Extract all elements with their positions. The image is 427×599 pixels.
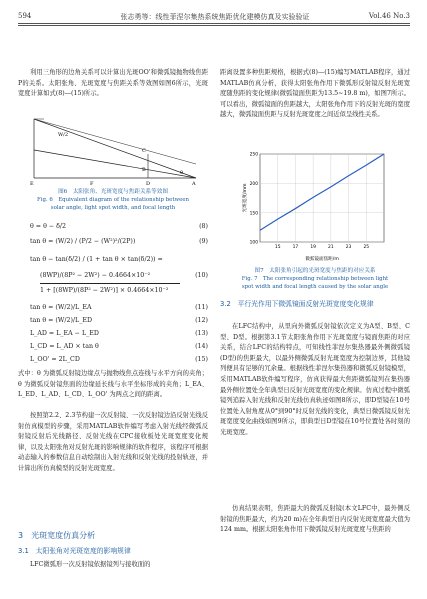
label-b: B (142, 167, 146, 173)
volume-info: Vol.46 No.3 (368, 12, 410, 20)
x-axis-ticks (275, 244, 369, 250)
right-paragraph-2: 在LFC结构中，从里向外微弧反射镜依次定义为A型、B型、C型、D型。根据第3.1节太阳张角作用下光斑宽度与镜面焦距的对应关系，结合LFC的结构特点，可知线性菲涅尔集热器最外侧微弧镜(D型)的焦距最大，以最外侧微弧反射光斑宽度为控制边界，其他镜列便具有足够的冗余量。根据线性菲涅尔集热器和微弧反射镜模型，采用MATLAB软件编写程序，仿真获得最大焦距微弧镜列在集热器最外侧位置处全年典型日反射光斑宽度的变化规律。仿真过程中微弧镜列追踪入射光线和反射光线仿真轨迹如图8所示，即D型镜在10号位置处入射角度从0°到90°时反射光线的变化，典型日微弧镜反射光斑宽度变化曲线如图9所示，即典型日D型镜在10号位置处各时刻的光斑宽度。 (220, 323, 410, 436)
fraction-bar (40, 283, 180, 284)
equation-11: tan θ = (W/2)/L_EA (11) (30, 304, 208, 311)
section-3-2-heading: 3.2 平行光作用下微弧镜面反射光斑宽度变化规律 (220, 300, 374, 308)
section-3-1-heading: 3.1 太阳张角对光斑宽度的影响规律 (18, 547, 131, 555)
figure-7-chart (240, 146, 390, 262)
label-f: F (90, 181, 94, 186)
plot-area (260, 154, 384, 242)
x-tick-label: 19 (310, 245, 316, 250)
equation-13: L_AD = L_EA − L_ED (13) (30, 330, 208, 337)
header-rule (18, 23, 410, 24)
right-paragraph-3: 仿真结果表明，焦距最大的微弧反射镜(本文LFC中，最外侧反射镜的焦距最大，约为20 m)在全年典型日内反射光斑宽度最大值为124 mm。根据太阳张角作用下微弧镜反射光斑宽度与焦距的 (220, 505, 410, 534)
x-tick-label: 25 (363, 245, 370, 250)
fig6-caption-en-1: Fig. 6 Equivalent diagram of the relationship between (37, 197, 189, 203)
y-tick-label: 150 (249, 211, 258, 217)
y-axis-label: 光斑宽度/mm (243, 183, 248, 213)
fig6-caption-en-2: solar angle, light spot width, and focal length (50, 205, 176, 211)
equation-10-line2: (8WP)/(8P² − 2W²) − 0.4664×10⁻² (10) (40, 272, 208, 279)
section-3-heading: 3 光斑宽度仿真分析 (18, 531, 96, 540)
method-paragraph: 按照第2.2、2.3节构建一次反射镜、一次反射镜边沿反射光线反射仿真模型的步骤，采用MATLAB软件编写考虑入射光线经微弧反射镜反射后光线路径、反射光线在CPC接收板处光斑宽度变化规律，以及太阳张角对反射光斑的影响规律的软件程序，该程序可根据动态输入的参数信息自动绘制出入射光线和反射光线的投射轨迹，并计算出所仿真模型的反射光斑宽度。 (18, 412, 208, 472)
section-3-1-text: LFC微弧形一次反射镜依据镜列与接收面的 (30, 561, 151, 568)
equation-15: L_OO' = 2L_CD (15) (30, 356, 208, 363)
y-tick-label: 250 (249, 152, 258, 158)
fig6-caption-cn: 图6 太阳张角、光斑宽度与焦距关系等效图 (58, 189, 168, 195)
label-w2: W/2 (58, 132, 69, 138)
label-d: D (146, 181, 151, 186)
header-rule-2 (18, 25, 410, 26)
right-paragraph-1: 距离设置多种焦距规格，根据式(8)—(15)编写MATLAB程序，通过MATLAB仿真分析，获得太阳张角作用下微弧形反射镜反射光斑宽度随焦距的变化规律(微弧镜面焦距为13.5~19.8 m)，如图7所示。可以看出，微弧镜面的焦距越大，太阳张角作用下的反射光斑的宽度越大，微弧镜面焦距与反射光斑宽度之间近似呈线性关系。 (220, 69, 410, 119)
x-tick-label: 15 (274, 245, 281, 250)
fig7-caption-en-2: spot width and focal length caused by the solar angle (241, 284, 389, 290)
label-e: E (30, 181, 34, 186)
y-axis-ticks (250, 152, 259, 246)
equation-14: L_CD = L_AD × tan θ (14) (30, 343, 208, 350)
y-tick-label: 200 (249, 181, 258, 187)
label-c: C (142, 148, 146, 154)
equation-12: tan θ = (W/2)/L_ED (12) (30, 317, 208, 324)
x-tick-label: 21 (328, 245, 334, 250)
figure-6-diagram (30, 114, 200, 186)
running-title: 张志勇等：线性菲涅尔集热系统焦距优化建模仿真及实验验证 (120, 13, 310, 21)
equation-10-line1: tan θ − tan(δ/2) / (1 + tan θ × tan(δ/2)) = (30, 256, 163, 263)
label-theta: θ (180, 170, 184, 176)
symbol-explanation: 式中：θ 为微弧反射镜边缘点与抛物线焦点连线与水平方向的夹角；θ 为微弧反射镜焦面的边缘延长线与水平坐标形成的夹角；L_EA、L_ED、L_AD、L_CD、L_OO' 为两点之间的距离。 (18, 370, 208, 399)
x-axis-label: 微弧镜面焦距/m (305, 257, 339, 262)
label-a: A (192, 181, 196, 186)
fig7-caption-en-1: Fig. 7 The corresponding relationship between light (241, 276, 389, 282)
intro-paragraph: 利用三角形的边角关系可以计算出光斑OO'和微弧镜抛物线焦距P的关系。太阳张角、光斑宽度与焦距关系等效图如图6所示，光斑宽度计算如式(8)—(15)所示。 (18, 69, 208, 98)
x-tick-label: 17 (292, 245, 299, 250)
equation-9: tan θ = (W/2) / (P/2 − (W²)²/(2P)) (9) (30, 238, 208, 245)
page-number: 594 (18, 12, 32, 20)
x-tick-label: 23 (345, 245, 352, 250)
fig7-caption-cn: 图7 太阳张角引起的光斑宽度与焦距的对应关系 (254, 268, 376, 274)
y-tick-label: 100 (249, 240, 258, 246)
equation-8: θ = θ − δ/2 (8) (30, 223, 208, 230)
equation-10-line3: 1 + [(8WP)/(8P² − 2W²)] × 0.4664×10⁻² (40, 287, 169, 294)
